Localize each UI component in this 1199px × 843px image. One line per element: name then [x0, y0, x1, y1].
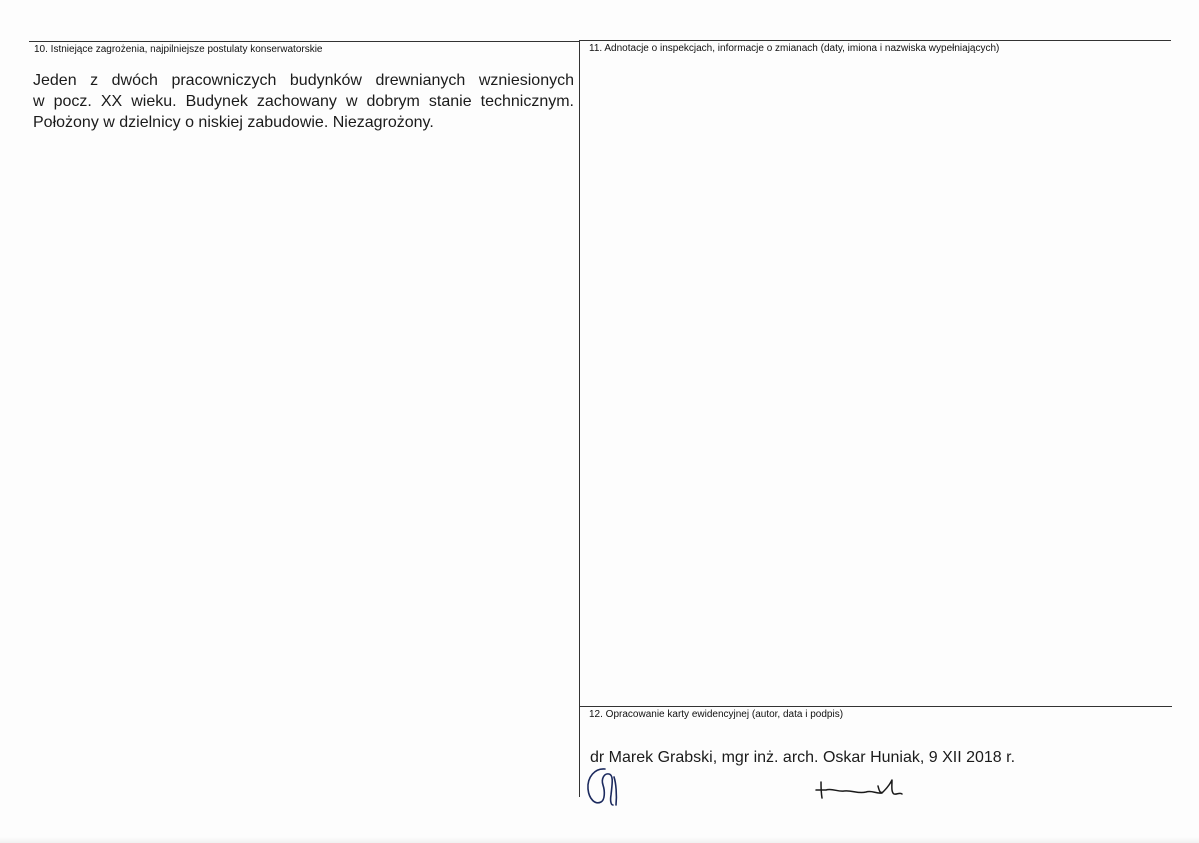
threats-line-3: Położony w dzielnicy o niskiej zabudowie. Niezagrożony. — [33, 114, 434, 131]
scan-edge — [0, 837, 1199, 843]
signature-grabski — [583, 765, 627, 809]
threats-line-1: Jeden z dwóch pracowniczych budynków drewnianych wzniesionych — [33, 72, 574, 89]
section-12-rule — [580, 706, 1172, 707]
column-divider — [579, 40, 580, 797]
section-12-authors: dr Marek Grabski, mgr inż. arch. Oskar Huniak, 9 XII 2018 r. — [590, 749, 1016, 766]
section-12-label: 12. Opracowanie karty ewidencyjnej (autor, data i podpis) — [589, 709, 844, 720]
top-rule-left — [29, 41, 580, 42]
section-10-content — [33, 70, 574, 133]
signature-huniak — [812, 772, 912, 802]
section-11-label: 11. Adnotacje o inspekcjach, informacje o zmianach (daty, imiona i nazwiska wypełniających) — [589, 43, 1000, 54]
section-10-label: 10. Istniejące zagrożenia, najpilniejsze postulaty konserwatorskie — [34, 44, 323, 55]
threats-line-2: w pocz. XX wieku. Budynek zachowany w dobrym stanie technicznym. — [33, 93, 574, 110]
section-11-content — [581, 58, 1171, 704]
top-rule-right — [580, 40, 1171, 41]
